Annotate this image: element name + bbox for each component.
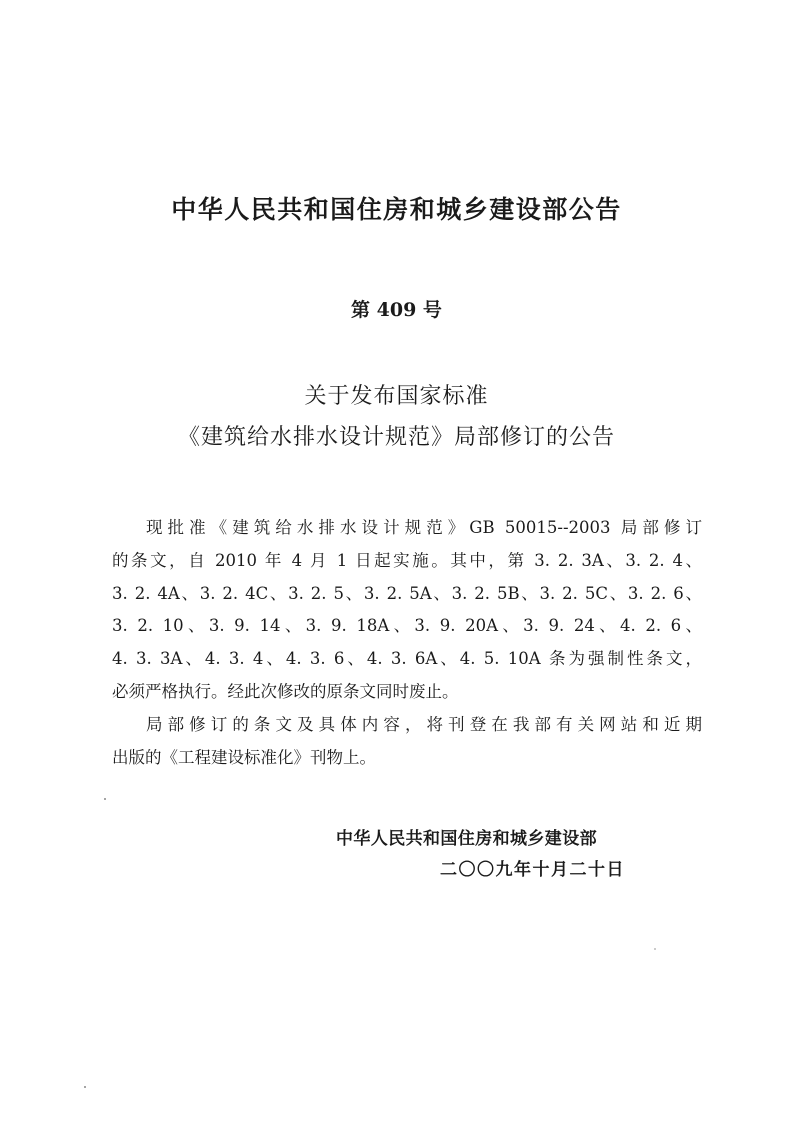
body-line: 现批准《建筑给水排水设计规范》GB 50015--2003 局部修订 bbox=[146, 518, 702, 537]
body-line: 的条文，自 2010 年 4 月 1 日起实施。其中，第 3. 2. 3A、3. 2. 4、 bbox=[112, 550, 702, 570]
scan-speck bbox=[654, 948, 656, 950]
subject-line-2: 《建筑给水排水设计规范》局部修订的公告 bbox=[177, 425, 615, 450]
body-line: 3. 2. 10、3. 9. 14、3. 9. 18A、3. 9. 20A、3. 9. 24、4. 2. 6、 bbox=[112, 616, 702, 636]
body-line: 3. 2. 4A、3. 2. 4C、3. 2. 5、3. 2. 5A、3. 2. 5B、3. 2. 5C、3. 2. 6、 bbox=[112, 583, 702, 603]
subject-line-1: 关于发布国家标准 bbox=[304, 384, 489, 409]
announcement-body bbox=[112, 512, 702, 774]
body-line: 必须严格执行。经此次修改的原条文同时废止。 bbox=[112, 681, 459, 701]
body-line: 4. 3. 3A、4. 3. 4、4. 3. 6、4. 3. 6A、4. 5. 10A 条为强制性条文， bbox=[112, 649, 702, 669]
scan-speck bbox=[84, 1086, 86, 1088]
scan-speck bbox=[104, 798, 106, 800]
announcement-title: 中华人民共和国住房和城乡建设部公告 bbox=[171, 195, 622, 224]
body-line: 出版的《工程建设标准化》刊物上。 bbox=[112, 747, 376, 767]
body-line: 局部修订的条文及具体内容，将刊登在我部有关网站和近期 bbox=[146, 714, 702, 734]
signature-organization: 中华人民共和国住房和城乡建设部 bbox=[336, 829, 597, 849]
announcement-number: 第 409 号 bbox=[351, 299, 442, 321]
signature-date: 二〇〇九年十月二十日 bbox=[440, 860, 625, 880]
